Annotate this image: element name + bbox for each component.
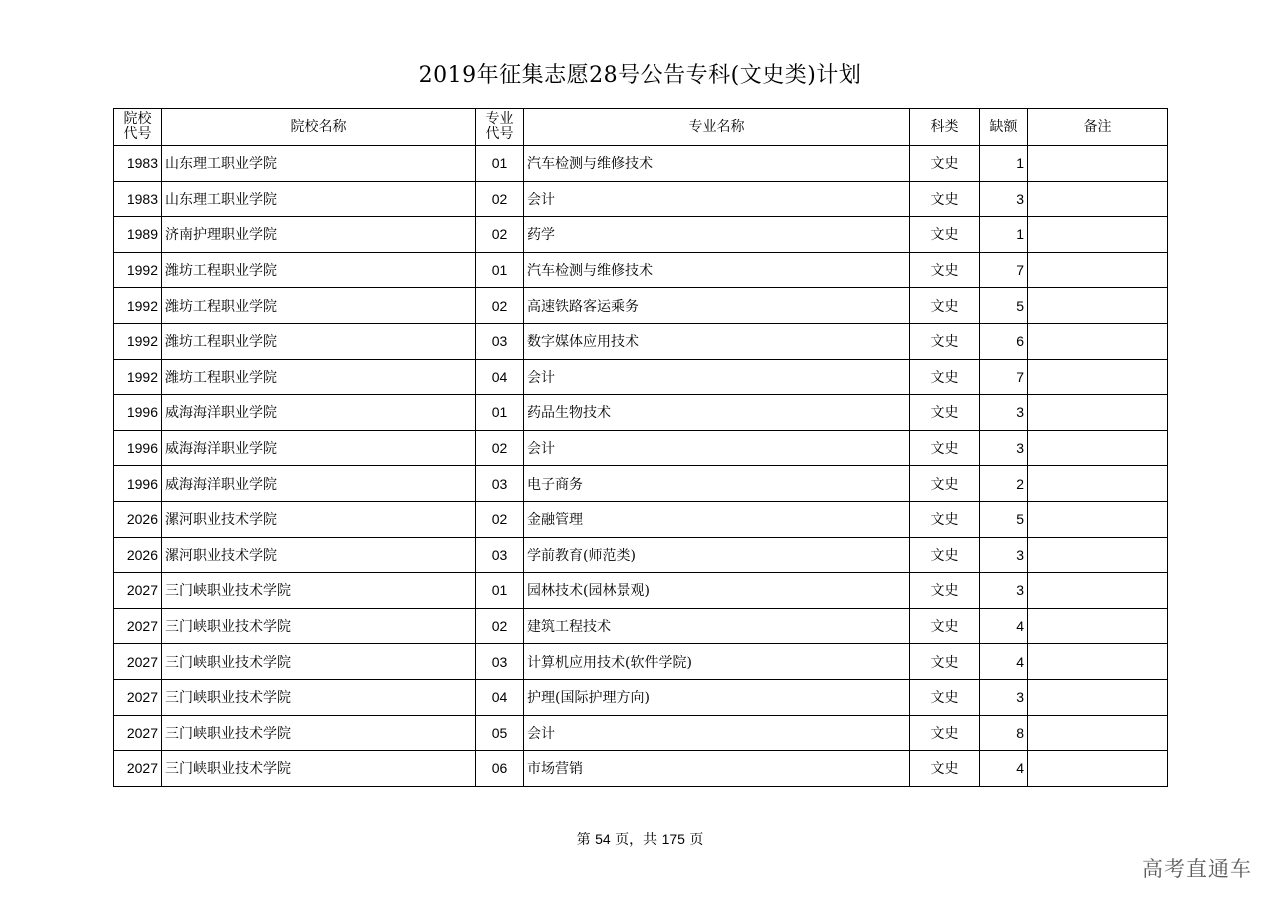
footer-prefix: 第	[576, 832, 591, 848]
cell-quota: 3	[980, 430, 1028, 466]
cell-remarks	[1028, 395, 1168, 431]
cell-remarks	[1028, 323, 1168, 359]
table-header-row	[114, 109, 1168, 146]
cell-school-code: 2027	[114, 644, 162, 680]
header-school-code	[114, 109, 162, 146]
cell-major-code: 01	[476, 573, 524, 609]
cell-remarks	[1028, 430, 1168, 466]
cell-major-name: 计算机应用技术(软件学院)	[524, 644, 910, 680]
header-school-code-line2: 代号	[123, 126, 152, 142]
header-remarks: 备注	[1028, 109, 1168, 146]
cell-remarks	[1028, 181, 1168, 217]
cell-major-code: 02	[476, 608, 524, 644]
cell-school-name: 三门峡职业技术学院	[162, 715, 476, 751]
header-major-name: 专业名称	[524, 109, 910, 146]
cell-major-code: 03	[476, 644, 524, 680]
cell-school-name: 三门峡职业技术学院	[162, 679, 476, 715]
cell-school-name: 潍坊工程职业学院	[162, 323, 476, 359]
footer-suffix: 页	[689, 832, 704, 848]
cell-major-name: 护理(国际护理方向)	[524, 679, 910, 715]
cell-major-code: 02	[476, 181, 524, 217]
cell-school-name: 漯河职业技术学院	[162, 501, 476, 537]
cell-school-name: 潍坊工程职业学院	[162, 288, 476, 324]
cell-remarks	[1028, 679, 1168, 715]
table-row	[114, 537, 1168, 573]
cell-school-name: 三门峡职业技术学院	[162, 751, 476, 787]
table-row	[114, 573, 1168, 609]
cell-major-code: 03	[476, 466, 524, 502]
cell-school-code: 1983	[114, 181, 162, 217]
cell-remarks	[1028, 466, 1168, 502]
cell-major-name: 汽车检测与维修技术	[524, 252, 910, 288]
cell-quota: 5	[980, 288, 1028, 324]
table-row	[114, 608, 1168, 644]
cell-school-name: 济南护理职业学院	[162, 217, 476, 253]
table-body	[114, 146, 1168, 787]
page-title: 2019年征集志愿28号公告专科(文史类)计划	[418, 63, 862, 88]
cell-school-code: 1996	[114, 466, 162, 502]
table-row	[114, 323, 1168, 359]
cell-major-code: 01	[476, 252, 524, 288]
cell-remarks	[1028, 644, 1168, 680]
page-footer	[0, 829, 1280, 849]
cell-school-name: 漯河职业技术学院	[162, 537, 476, 573]
cell-major-name: 会计	[524, 359, 910, 395]
cell-remarks	[1028, 252, 1168, 288]
cell-major-name: 建筑工程技术	[524, 608, 910, 644]
header-school-name: 院校名称	[162, 109, 476, 146]
cell-category: 文史	[910, 181, 980, 217]
cell-category: 文史	[910, 751, 980, 787]
cell-remarks	[1028, 217, 1168, 253]
cell-major-name: 数字媒体应用技术	[524, 323, 910, 359]
cell-school-code: 2027	[114, 751, 162, 787]
cell-category: 文史	[910, 395, 980, 431]
header-school-code-line1: 院校	[123, 111, 152, 127]
header-quota: 缺额	[980, 109, 1028, 146]
table-row	[114, 715, 1168, 751]
cell-school-name: 威海海洋职业学院	[162, 466, 476, 502]
table-row	[114, 751, 1168, 787]
cell-quota: 1	[980, 146, 1028, 182]
cell-school-code: 1992	[114, 359, 162, 395]
cell-quota: 8	[980, 715, 1028, 751]
cell-category: 文史	[910, 573, 980, 609]
header-major-code	[476, 109, 524, 146]
cell-major-code: 03	[476, 537, 524, 573]
cell-category: 文史	[910, 146, 980, 182]
cell-major-name: 园林技术(园林景观)	[524, 573, 910, 609]
cell-major-code: 04	[476, 359, 524, 395]
table-row	[114, 644, 1168, 680]
cell-major-code: 05	[476, 715, 524, 751]
cell-major-name: 会计	[524, 181, 910, 217]
cell-major-name: 高速铁路客运乘务	[524, 288, 910, 324]
cell-category: 文史	[910, 537, 980, 573]
cell-school-code: 2027	[114, 715, 162, 751]
cell-major-code: 04	[476, 679, 524, 715]
cell-school-code: 1992	[114, 252, 162, 288]
cell-remarks	[1028, 608, 1168, 644]
cell-school-code: 2027	[114, 608, 162, 644]
footer-middle: 页，共	[615, 832, 658, 848]
cell-category: 文史	[910, 679, 980, 715]
table-row	[114, 359, 1168, 395]
cell-school-name: 三门峡职业技术学院	[162, 573, 476, 609]
cell-quota: 3	[980, 537, 1028, 573]
cell-school-code: 1996	[114, 430, 162, 466]
cell-major-name: 药学	[524, 217, 910, 253]
cell-major-name: 金融管理	[524, 501, 910, 537]
cell-school-name: 潍坊工程职业学院	[162, 252, 476, 288]
cell-school-name: 三门峡职业技术学院	[162, 608, 476, 644]
cell-remarks	[1028, 501, 1168, 537]
cell-remarks	[1028, 359, 1168, 395]
cell-school-code: 2026	[114, 501, 162, 537]
table-row	[114, 679, 1168, 715]
cell-major-name: 汽车检测与维修技术	[524, 146, 910, 182]
cell-quota: 4	[980, 608, 1028, 644]
cell-quota: 3	[980, 395, 1028, 431]
header-major-code-line1: 专业	[485, 111, 514, 127]
cell-quota: 3	[980, 181, 1028, 217]
cell-quota: 7	[980, 359, 1028, 395]
cell-quota: 2	[980, 466, 1028, 502]
enrollment-plan-table	[113, 108, 1168, 787]
cell-remarks	[1028, 146, 1168, 182]
cell-category: 文史	[910, 359, 980, 395]
cell-school-name: 山东理工职业学院	[162, 146, 476, 182]
cell-remarks	[1028, 751, 1168, 787]
header-category: 科类	[910, 109, 980, 146]
cell-major-code: 03	[476, 323, 524, 359]
cell-category: 文史	[910, 430, 980, 466]
table-row	[114, 288, 1168, 324]
cell-major-name: 药品生物技术	[524, 395, 910, 431]
cell-school-name: 山东理工职业学院	[162, 181, 476, 217]
cell-school-name: 威海海洋职业学院	[162, 430, 476, 466]
cell-major-code: 01	[476, 395, 524, 431]
cell-major-code: 06	[476, 751, 524, 787]
cell-quota: 3	[980, 573, 1028, 609]
table-row	[114, 252, 1168, 288]
cell-school-name: 潍坊工程职业学院	[162, 359, 476, 395]
cell-category: 文史	[910, 466, 980, 502]
cell-major-code: 02	[476, 501, 524, 537]
cell-school-name: 威海海洋职业学院	[162, 395, 476, 431]
cell-quota: 1	[980, 217, 1028, 253]
cell-category: 文史	[910, 217, 980, 253]
table-row	[114, 430, 1168, 466]
cell-major-code: 01	[476, 146, 524, 182]
cell-school-code: 1996	[114, 395, 162, 431]
table-row	[114, 181, 1168, 217]
cell-major-code: 02	[476, 288, 524, 324]
footer-total-pages: 175	[661, 831, 685, 847]
cell-school-code: 2027	[114, 679, 162, 715]
cell-school-code: 1992	[114, 323, 162, 359]
table-row	[114, 501, 1168, 537]
watermark: 高考直通车	[1142, 857, 1252, 881]
table-row	[114, 395, 1168, 431]
cell-major-code: 02	[476, 430, 524, 466]
cell-quota: 4	[980, 751, 1028, 787]
cell-category: 文史	[910, 252, 980, 288]
cell-quota: 4	[980, 644, 1028, 680]
cell-remarks	[1028, 288, 1168, 324]
cell-quota: 5	[980, 501, 1028, 537]
footer-current-page: 54	[595, 831, 611, 847]
cell-category: 文史	[910, 501, 980, 537]
cell-remarks	[1028, 715, 1168, 751]
table-row	[114, 217, 1168, 253]
cell-quota: 6	[980, 323, 1028, 359]
cell-school-name: 三门峡职业技术学院	[162, 644, 476, 680]
table-row	[114, 146, 1168, 182]
cell-school-code: 1992	[114, 288, 162, 324]
cell-school-code: 1983	[114, 146, 162, 182]
cell-category: 文史	[910, 608, 980, 644]
cell-category: 文史	[910, 715, 980, 751]
cell-major-name: 市场营销	[524, 751, 910, 787]
cell-school-code: 2026	[114, 537, 162, 573]
cell-remarks	[1028, 537, 1168, 573]
cell-major-name: 会计	[524, 430, 910, 466]
table-row	[114, 466, 1168, 502]
cell-school-code: 1989	[114, 217, 162, 253]
cell-major-name: 学前教育(师范类)	[524, 537, 910, 573]
cell-quota: 3	[980, 679, 1028, 715]
header-major-code-line2: 代号	[485, 126, 514, 142]
cell-school-code: 2027	[114, 573, 162, 609]
cell-major-name: 会计	[524, 715, 910, 751]
cell-category: 文史	[910, 288, 980, 324]
cell-category: 文史	[910, 323, 980, 359]
cell-remarks	[1028, 573, 1168, 609]
cell-quota: 7	[980, 252, 1028, 288]
cell-major-name: 电子商务	[524, 466, 910, 502]
cell-category: 文史	[910, 644, 980, 680]
cell-major-code: 02	[476, 217, 524, 253]
